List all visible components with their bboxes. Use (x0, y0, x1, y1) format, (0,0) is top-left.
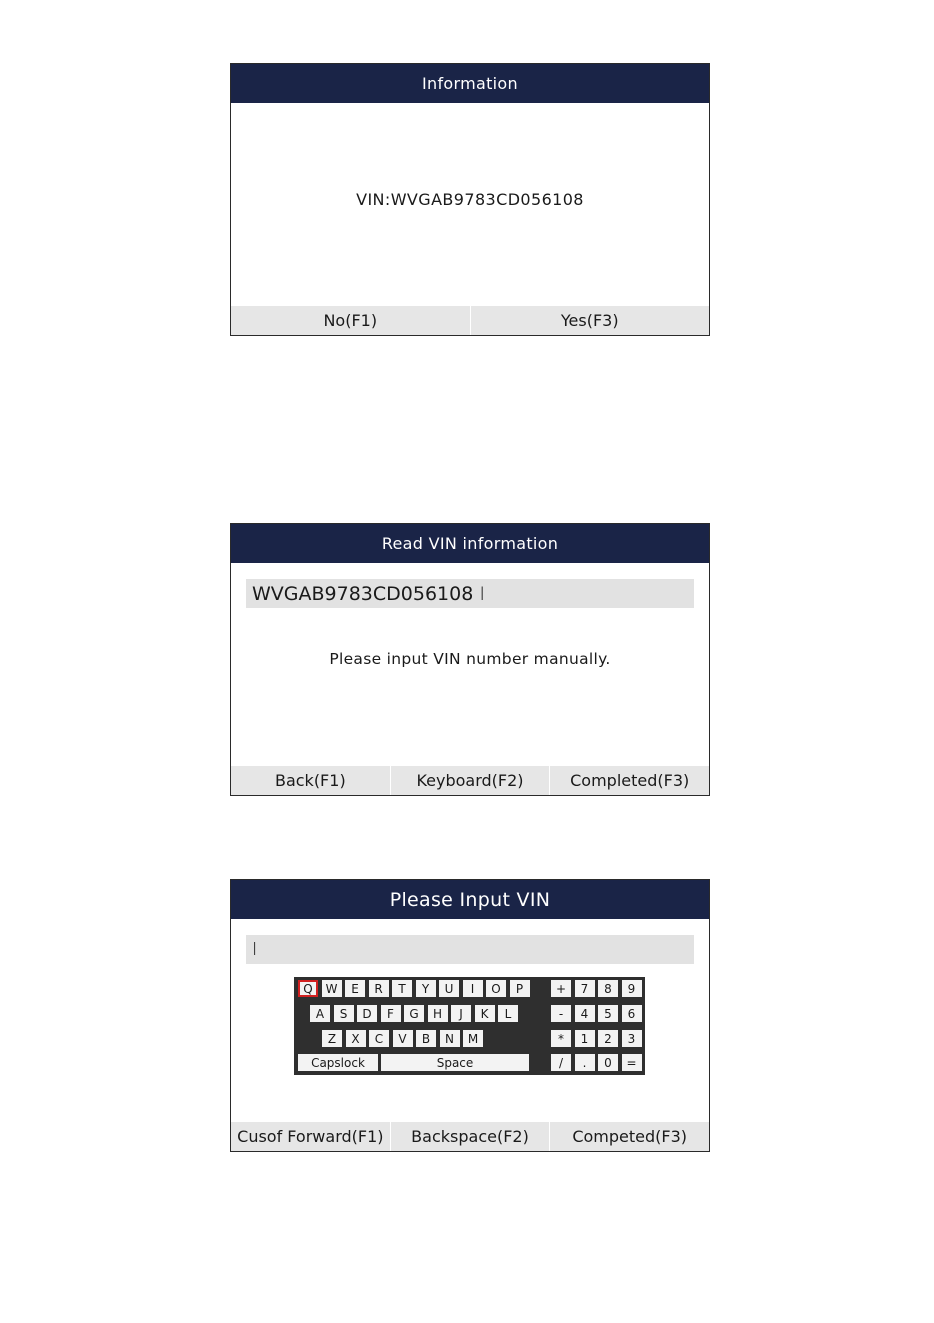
backspace-button[interactable]: Backspace(F2) (390, 1122, 550, 1151)
input-vin-dialog (230, 879, 710, 1152)
key-d[interactable]: D (357, 1005, 377, 1022)
vin-input[interactable] (246, 579, 694, 608)
key-z[interactable]: Z (322, 1030, 342, 1047)
key-c[interactable]: C (369, 1030, 389, 1047)
key-i[interactable]: I (463, 980, 483, 997)
dialog-title: Please Input VIN (231, 880, 709, 919)
dialog-title: Information (231, 64, 709, 103)
key-t[interactable]: T (392, 980, 412, 997)
information-dialog (230, 63, 710, 336)
key-k[interactable]: K (475, 1005, 495, 1022)
space-key[interactable]: Space (381, 1054, 529, 1071)
key-r[interactable]: R (369, 980, 389, 997)
key-divide[interactable]: / (551, 1054, 571, 1071)
key-l[interactable]: L (498, 1005, 518, 1022)
key-h[interactable]: H (428, 1005, 448, 1022)
key-minus[interactable]: - (551, 1005, 571, 1022)
key-f[interactable]: F (381, 1005, 401, 1022)
capslock-key[interactable]: Capslock (298, 1054, 378, 1071)
key-b[interactable]: B (416, 1030, 436, 1047)
manual-input-message: Please input VIN number manually. (329, 650, 611, 668)
vin-input[interactable] (246, 935, 694, 964)
key-multiply[interactable]: * (551, 1030, 571, 1047)
function-key-bar (231, 306, 709, 335)
virtual-keyboard (294, 977, 645, 1075)
key-6[interactable]: 6 (622, 1005, 642, 1022)
key-g[interactable]: G (404, 1005, 424, 1022)
key-1[interactable]: 1 (575, 1030, 595, 1047)
key-n[interactable]: N (440, 1030, 460, 1047)
no-button[interactable]: No(F1) (323, 311, 378, 330)
text-caret: I (479, 582, 485, 605)
key-8[interactable]: 8 (598, 980, 618, 997)
key-0[interactable]: 0 (598, 1054, 618, 1071)
key-3[interactable]: 3 (622, 1030, 642, 1047)
key-9[interactable]: 9 (622, 980, 642, 997)
back-button[interactable]: Back(F1) (274, 771, 346, 790)
vin-text: VIN:WVGAB9783CD056108 (356, 190, 584, 209)
function-key-bar (231, 1122, 709, 1151)
key-u[interactable]: U (439, 980, 459, 997)
completed-button[interactable]: Competed(F3) (549, 1122, 709, 1151)
text-caret: I (252, 939, 258, 960)
key-y[interactable]: Y (416, 980, 436, 997)
key-j[interactable]: J (451, 1005, 471, 1022)
key-a[interactable]: A (310, 1005, 330, 1022)
key-s[interactable]: S (334, 1005, 354, 1022)
key-7[interactable]: 7 (575, 980, 595, 997)
cursor-forward-button[interactable]: Cusof Forward(F1) (237, 1127, 384, 1146)
key-e[interactable]: E (345, 980, 365, 997)
key-5[interactable]: 5 (598, 1005, 618, 1022)
key-m[interactable]: M (463, 1030, 483, 1047)
dialog-title: Read VIN information (231, 524, 709, 563)
function-key-bar (231, 766, 709, 795)
key-4[interactable]: 4 (575, 1005, 595, 1022)
key-q[interactable]: Q (298, 980, 318, 997)
key-w[interactable]: W (322, 980, 342, 997)
completed-button[interactable]: Completed(F3) (549, 766, 709, 795)
key-o[interactable]: O (486, 980, 506, 997)
key-plus[interactable]: + (551, 980, 571, 997)
vin-input-value: WVGAB9783CD056108 (252, 582, 474, 605)
yes-button[interactable]: Yes(F3) (470, 306, 710, 335)
read-vin-dialog (230, 523, 710, 796)
key-2[interactable]: 2 (598, 1030, 618, 1047)
key-period[interactable]: . (575, 1054, 595, 1071)
key-x[interactable]: X (346, 1030, 366, 1047)
key-v[interactable]: V (393, 1030, 413, 1047)
keyboard-button[interactable]: Keyboard(F2) (390, 766, 550, 795)
key-equals[interactable]: = (622, 1054, 642, 1071)
key-p[interactable]: P (510, 980, 530, 997)
